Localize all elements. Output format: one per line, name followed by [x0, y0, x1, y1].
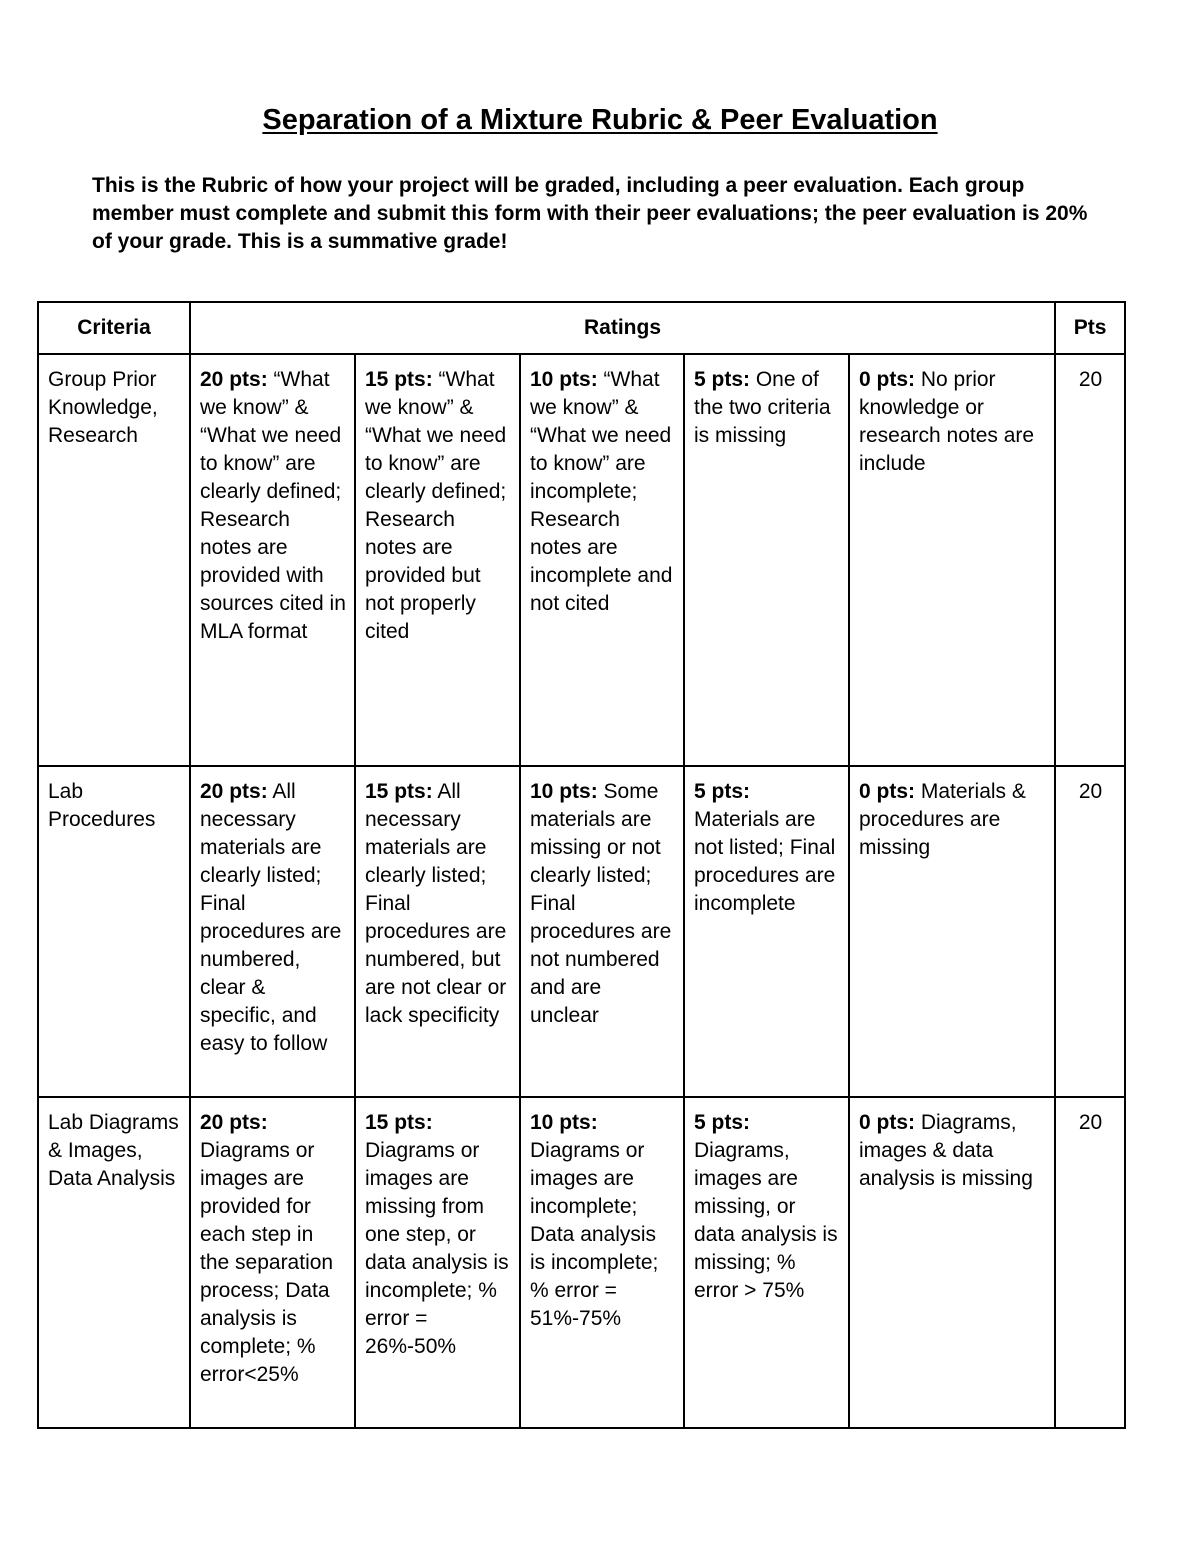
table-row [38, 766, 1125, 1097]
rating-cell [684, 354, 849, 766]
pts-cell: 20 [1055, 766, 1125, 1097]
rating-description: Diagrams, images & data analysis is missing [859, 1111, 1033, 1190]
rating-description: One of the two criteria is missing [694, 368, 831, 447]
rating-level: 5 pts: [694, 780, 751, 803]
rating-description: Diagrams or images are provided for each step in the separation process; Data analysis is complete; % error<25% [200, 1139, 334, 1386]
rating-level: 0 pts: [859, 368, 916, 391]
rating-description: “What we know” & “What we need to know” are incomplete; Research notes are incomplete and not cited [530, 368, 673, 615]
rating-level: 15 pts: [365, 368, 433, 391]
rating-description: All necessary materials are clearly listed; Final procedures are numbered, clear & specific, and easy to follow [200, 780, 342, 1055]
rating-description: Diagrams or images are incomplete; Data analysis is incomplete; % error = 51%-75% [530, 1139, 659, 1330]
rating-level: 20 pts: [200, 368, 268, 391]
rating-cell [684, 1097, 849, 1428]
page-title: Separation of a Mixture Rubric & Peer Evaluation [262, 104, 938, 136]
rating-cell [190, 766, 355, 1097]
rubric-table [37, 301, 1126, 1429]
rating-cell [520, 354, 684, 766]
criteria-cell: Group Prior Knowledge, Research [38, 354, 190, 766]
rating-level: 10 pts: [530, 780, 598, 803]
rating-cell [849, 354, 1055, 766]
rating-description: Some materials are missing or not clearly listed; Final procedures are not numbered and are unclear [530, 780, 672, 1027]
rating-level: 15 pts: [365, 780, 433, 803]
rating-level: 20 pts: [200, 780, 268, 803]
rating-cell [684, 766, 849, 1097]
rating-description: Diagrams, images are missing, or data analysis is missing; % error > 75% [694, 1139, 838, 1302]
ratings-header: Ratings [190, 302, 1055, 354]
rating-level: 15 pts: [365, 1111, 433, 1134]
rating-cell [520, 1097, 684, 1428]
rating-description: Diagrams or images are missing from one step, or data analysis is incomplete; % error = 26%-50% [365, 1139, 509, 1358]
table-row [38, 1097, 1125, 1428]
criteria-cell: Lab Procedures [38, 766, 190, 1097]
rating-level: 5 pts: [694, 368, 751, 391]
rating-level: 10 pts: [530, 368, 598, 391]
criteria-header: Criteria [38, 302, 190, 354]
pts-header: Pts [1055, 302, 1125, 354]
pts-cell: 20 [1055, 354, 1125, 766]
rating-level: 0 pts: [859, 1111, 916, 1134]
rating-level: 5 pts: [694, 1111, 751, 1134]
rating-description: No prior knowledge or research notes are include [859, 368, 1035, 475]
table-row [38, 354, 1125, 766]
rating-cell [190, 1097, 355, 1428]
rating-cell [849, 1097, 1055, 1428]
rating-cell [355, 766, 520, 1097]
rating-cell [355, 354, 520, 766]
rating-cell [190, 354, 355, 766]
rating-level: 10 pts: [530, 1111, 598, 1134]
rating-description: All necessary materials are clearly listed; Final procedures are numbered, but are not clear or lack specificity [365, 780, 507, 1027]
rating-cell [849, 766, 1055, 1097]
rating-description: Materials are not listed; Final procedures are incomplete [694, 808, 836, 915]
rating-level: 0 pts: [859, 780, 916, 803]
rating-description: “What we know” & “What we need to know” are clearly defined; Research notes are provided with sources cited in MLA format [200, 368, 346, 643]
intro-paragraph: This is the Rubric of how your project will be graded, including a peer evaluation. Each group member must complete and submit this form with their peer evaluations; the peer evaluation is 20% of your grade. This is a summative grade! [92, 174, 1088, 253]
header-row [38, 302, 1125, 354]
rating-cell [520, 766, 684, 1097]
pts-cell: 20 [1055, 1097, 1125, 1428]
rating-description: Materials & procedures are missing [859, 780, 1026, 859]
rating-description: “What we know” & “What we need to know” are clearly defined; Research notes are provided but not properly cited [365, 368, 507, 643]
rating-level: 20 pts: [200, 1111, 268, 1134]
criteria-cell: Lab Diagrams & Images, Data Analysis [38, 1097, 190, 1428]
rating-cell [355, 1097, 520, 1428]
